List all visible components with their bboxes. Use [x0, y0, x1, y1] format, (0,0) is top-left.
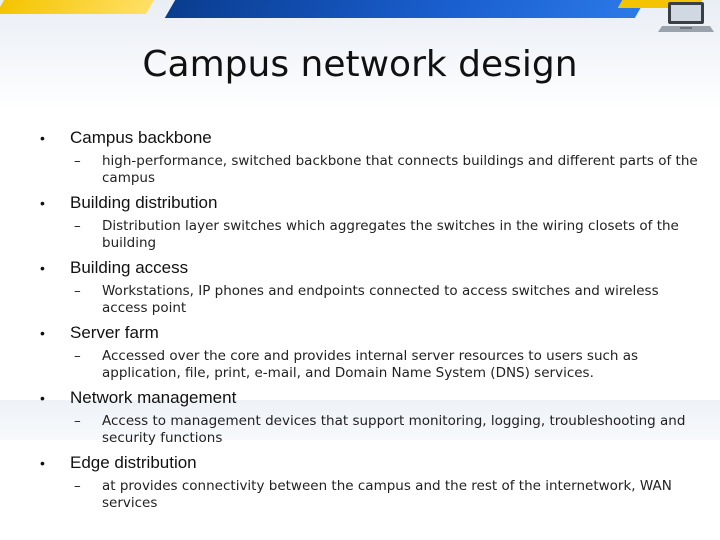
dash-icon: –: [74, 478, 81, 494]
bullet-icon: •: [40, 195, 45, 211]
list-item: [40, 257, 700, 317]
bullet-detail: Access to management devices that support monitoring, logging, troubleshooting and security functions: [102, 413, 686, 446]
blue-stripe: [165, 0, 645, 18]
bullet-detail: Workstations, IP phones and endpoints connected to access switches and wireless access point: [102, 283, 659, 316]
dash-icon: –: [74, 348, 81, 364]
bullet-list: [40, 127, 700, 512]
dash-icon: –: [74, 283, 81, 299]
list-item: [40, 452, 700, 512]
list-item: [40, 127, 700, 187]
bullet-heading: Server farm: [70, 323, 159, 342]
bullet-detail: at provides connectivity between the campus and the rest of the internetwork, WAN services: [102, 478, 672, 511]
bullet-icon: •: [40, 390, 45, 406]
bullet-icon: •: [40, 260, 45, 276]
bullet-heading: Edge distribution: [70, 453, 197, 472]
dash-icon: –: [74, 413, 81, 429]
bullet-detail: high-performance, switched backbone that connects buildings and different parts of the campus: [102, 153, 698, 186]
bullet-icon: •: [40, 325, 45, 341]
dash-icon: –: [74, 218, 81, 234]
bullet-icon: •: [40, 455, 45, 471]
bullet-detail: Accessed over the core and provides internal server resources to users such as application, file, print, e-mail, and Domain Name System (DNS) services.: [102, 348, 639, 381]
list-item: [40, 322, 700, 382]
yellow-stripe: [0, 0, 154, 14]
list-item: [40, 192, 700, 252]
dash-icon: –: [74, 153, 81, 169]
slide-title: Campus network design: [142, 44, 578, 85]
bullet-heading: Network management: [70, 388, 237, 407]
bullet-icon: •: [40, 130, 45, 146]
top-decorative-bar: [0, 0, 720, 18]
list-item: [40, 387, 700, 447]
bullet-heading: Building distribution: [70, 193, 218, 212]
bullet-heading: Campus backbone: [70, 128, 212, 147]
bullet-detail: Distribution layer switches which aggregates the switches in the wiring closets of the building: [102, 218, 679, 251]
laptop-icon: [658, 0, 714, 36]
bullet-heading: Building access: [70, 258, 189, 277]
